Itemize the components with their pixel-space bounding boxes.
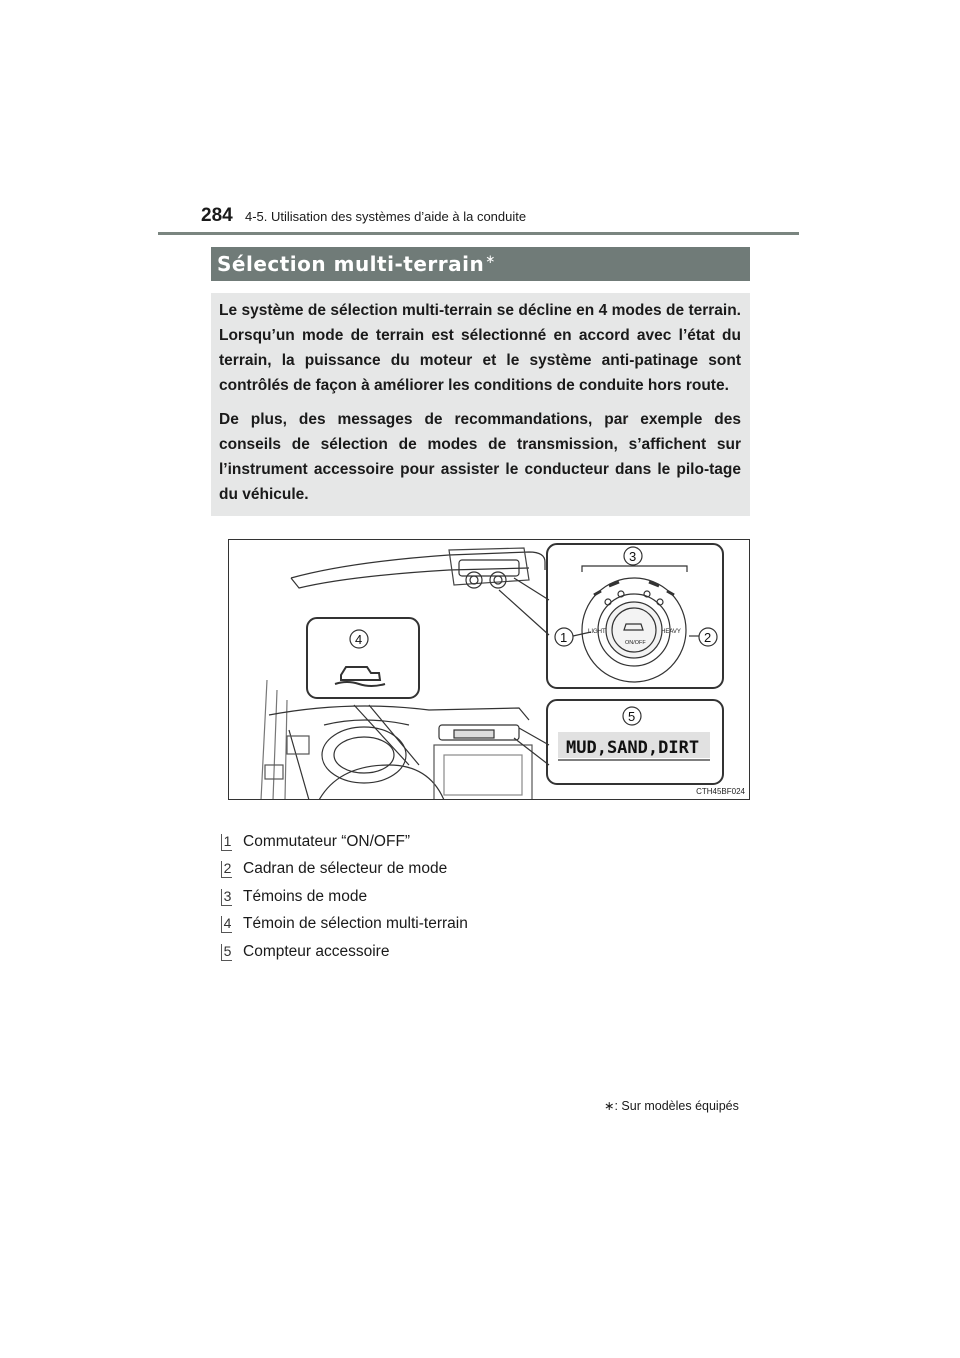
section-title-bar [211, 247, 750, 281]
section-title: Sélection multi-terrain [217, 252, 485, 276]
callout-2: 2 [704, 630, 712, 645]
optional-equipment-mark: ∗ [485, 252, 496, 266]
dial-heavy-label: HEAVY [661, 629, 681, 635]
callout-5: 5 [628, 709, 636, 724]
dashboard-illustration [229, 540, 750, 800]
callout-1: 1 [560, 630, 568, 645]
intro-paragraph-1: Le système de sélection multi-terrain se décline en 4 modes de terrain. Lorsqu’un mode de terrain est sélectionné en accord avec l’état du terrain, la puissance du moteur et le système anti-patinage sont contrôlés de façon à améliorer les conditions de conduite hors route. [219, 302, 741, 394]
figure-code: CTH45BF024 [696, 787, 745, 796]
dial-light-label: LIGHT [588, 629, 606, 635]
legend-text: Cadran de sélecteur de mode [243, 860, 448, 877]
dial-onoff-label: ON/OFF [625, 640, 646, 646]
legend-item [221, 914, 621, 934]
legend-number: 1 [221, 834, 232, 851]
legend-item [221, 832, 621, 852]
legend-text: Témoin de sélection multi-terrain [243, 915, 468, 932]
legend-number: 2 [221, 861, 232, 878]
callout-3: 3 [629, 549, 637, 564]
legend-text: Témoins de mode [243, 888, 368, 905]
page-number: 284 [201, 205, 233, 226]
chapter-title: 4-5. Utilisation des systèmes d’aide à la conduite [245, 209, 527, 224]
intro-paragraph-2: De plus, des messages de recommandations, par exemple des conseils de sélection de modes de transmission, s’affichent sur l’instrument accessoire pour assister le conducteur dans le pilo-tage du véhicule. [219, 411, 741, 503]
intro-box [211, 293, 750, 516]
header-rule [158, 232, 799, 235]
callout-4: 4 [355, 632, 363, 647]
legend-item [221, 859, 621, 879]
legend-item [221, 887, 621, 907]
legend-number: 5 [221, 944, 232, 961]
legend-item [221, 942, 621, 962]
footnote: ∗: Sur modèles équipés [604, 1099, 739, 1113]
multi-terrain-figure [228, 539, 750, 800]
legend-number: 4 [221, 916, 232, 933]
accessory-meter-text: MUD,SAND,DIRT [566, 738, 700, 758]
legend-text: Compteur accessoire [243, 943, 390, 960]
legend-text: Commutateur “ON/OFF” [243, 833, 411, 850]
legend-number: 3 [221, 889, 232, 906]
